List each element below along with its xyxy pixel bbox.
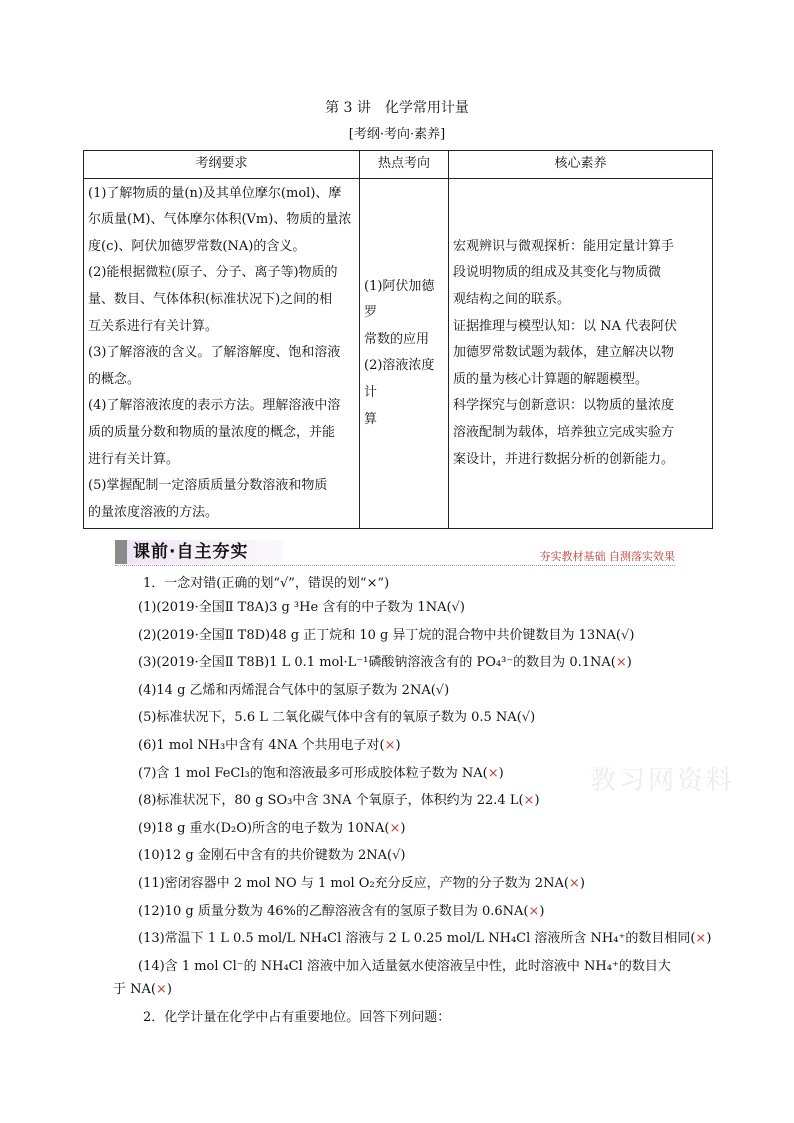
close-paren: ) [530,710,536,726]
close-paren: ) [395,737,401,753]
requirement-line: (2)能根据微粒(原子、分子、离子等)物质的 [88,265,338,281]
item-text: (2)(2019·全国Ⅱ T8D)48 g 正丁烷和 10 g 异丁烷的混合物中共价键数目为 13NA( [138,627,622,643]
list-item [138,846,738,874]
answer-mark: × [615,655,627,671]
section-bar-decoration [115,540,127,564]
answer-mark: × [487,765,499,781]
item-text: (4)14 g 乙烯和丙烯混合气体中的氢原子数为 2NA( [138,682,436,698]
watermark: 教习网资料 [590,766,736,796]
answer-mark: × [695,931,707,947]
table-header-row [84,151,713,179]
requirement-line: 质的质量分数和物质的量浓度的概念，并能 [88,424,336,440]
core-literacy-line: 观结构之间的联系。 [453,291,571,307]
close-paren: ) [400,848,406,864]
requirement-line: 尔质量(M)、气体摩尔体积(Vm)、物质的量浓 [88,212,352,228]
close-paren: ) [539,903,545,919]
item-text: (11)密闭容器中 2 mol NO 与 1 mol O₂充分反应，产物的分子数为 2NA( [138,875,569,891]
close-paren: ) [444,682,450,698]
close-paren: ) [626,655,632,671]
section-label: 课前·自主夯实 [127,540,283,564]
answer-mark: × [389,820,401,836]
close-paren: ) [400,820,406,836]
page-subtitle: [考纲·考向·素养] [348,127,446,142]
column-header-hot-topics: 热点考向 [360,151,449,179]
close-paren: ) [166,982,172,997]
section-divider [115,565,675,566]
list-item [138,902,738,930]
list-item [138,957,738,985]
item-text: (14)含 1 mol Cl⁻的 NH₄Cl 溶液中加入适量氨水使溶液呈中性，此时溶液中 NH₄⁺的数目大 [138,958,671,974]
core-literacy-cell [449,178,713,529]
item-text: (12)10 g 质量分数为 46%的乙醇溶液含有的氢原子数目为 0.6NA( [138,903,529,919]
question-1-prompt: 1．一念对错(正确的划“√”，错误的划“×”) [143,576,390,591]
answer-mark: √ [451,600,460,615]
page-title: 第 3 讲 化学常用计量 [325,100,469,116]
close-paren: ) [579,875,585,891]
hot-topic-line: 算 [364,411,378,427]
requirement-line: 进行有关计算。 [88,451,180,467]
hot-topic-line: 常数的应用 [364,331,430,347]
requirement-line: 互关系进行有关计算。 [88,318,219,334]
close-paren: ) [629,627,635,643]
core-literacy-line: 宏观辨识与微观探析：能用定量计算手 [453,238,675,254]
core-literacy-line: 科学探究与创新意识：以物质的量浓度 [453,398,675,414]
answer-mark: × [528,903,540,919]
item-text: 于 NA( [113,982,156,997]
hot-topic-line: (2)溶液浓度计 [364,358,435,401]
list-item [138,819,738,847]
item-text: (1)(2019·全国Ⅱ T8A)3 g ³He 含有的中子数为 1NA( [138,600,452,615]
close-paren: ) [534,793,540,809]
answer-mark: × [384,737,396,753]
hot-topic-line: (1)阿伏加德罗 [364,278,435,321]
table-body-row [84,178,713,529]
requirement-line: 量、数目、气体体积(标准状况下)之间的相 [88,291,333,307]
list-item [138,598,738,626]
list-item [138,929,738,957]
requirement-line: (4)了解溶液浓度的表示方法。理解溶液中溶 [88,398,341,414]
answer-mark: × [155,982,167,997]
requirement-line: 的量浓度溶液的方法。 [88,504,219,520]
item-text: (10)12 g 金刚石中含有的共价键数为 2NA( [138,848,393,864]
outline-table [83,150,713,529]
answer-mark: √ [621,627,630,643]
section-header [115,540,675,564]
core-literacy-line: 段说明物质的组成及其变化与物质微 [453,265,662,281]
requirements-cell [84,178,360,529]
requirement-line: 度(c)、阿伏加德罗常数(NA)的含义。 [88,238,306,254]
list-item [138,653,738,681]
close-paren: ) [459,600,465,615]
list-item [138,681,738,709]
answer-mark: × [568,875,580,891]
requirement-line: (5)掌握配制一定溶质质量分数溶液和物质 [88,478,328,494]
core-literacy-line: 质的量为核心计算题的解题模型。 [453,371,649,387]
close-paren: ) [706,931,712,947]
answer-mark: √ [435,682,445,698]
list-item [138,874,738,902]
core-literacy-line: 证据推理与模型认知：以 NA 代表阿伏 [453,318,678,334]
answer-mark: × [523,793,535,809]
hot-topics-cell [360,178,449,529]
item-text: (6)1 mol NH₃中含有 4NA 个共用电子对( [138,737,385,753]
column-header-requirements: 考纲要求 [84,151,360,179]
requirement-line: (1)了解物质的量(n)及其单位摩尔(mol)、摩 [88,185,342,201]
item-text: (8)标准状况下，80 g SO₃中含 3NA 个氧原子，体积约为 22.4 L( [138,793,524,809]
item-text: (13)常温下 1 L 0.5 mol/L NH₄Cl 溶液与 2 L 0.25 mol/L NH₄Cl 溶液所含 NH₄⁺的数目相同( [138,931,696,947]
core-literacy-line: 案设计，并进行数据分析的创新能力。 [453,451,675,467]
item-14-continuation [113,978,172,997]
column-header-core-literacy: 核心素养 [449,151,713,179]
answer-mark: √ [392,848,401,864]
answer-mark: √ [521,710,531,726]
item-text: (7)含 1 mol FeCl₃的饱和溶液最多可形成胶体粒子数为 NA( [138,765,488,781]
list-item [138,626,738,654]
item-text: (3)(2019·全国Ⅱ T8B)1 L 0.1 mol·L⁻¹磷酸钠溶液含有的 PO₄³⁻的数目为 0.1NA( [138,655,616,671]
core-literacy-line: 加德罗常数试题为载体，建立解决以物 [453,345,675,361]
question-2-prompt: 2．化学计量在化学中占有重要地位。回答下列问题： [143,1010,451,1025]
requirement-line: 的概念。 [88,371,141,387]
item-text: (9)18 g 重水(D₂O)所含的电子数为 10NA( [138,820,390,836]
core-literacy-line: 溶液配制为载体，培养独立完成实验方 [453,424,675,440]
close-paren: ) [498,765,504,781]
requirement-line: (3)了解溶液的含义。了解溶解度、饱和溶液 [88,345,341,361]
list-item [138,708,738,736]
item-text: (5)标准状况下，5.6 L 二氧化碳气体中含有的氧原子数为 0.5 NA( [138,710,522,726]
section-tagline: 夯实教材基础 自测落实效果 [539,550,675,563]
